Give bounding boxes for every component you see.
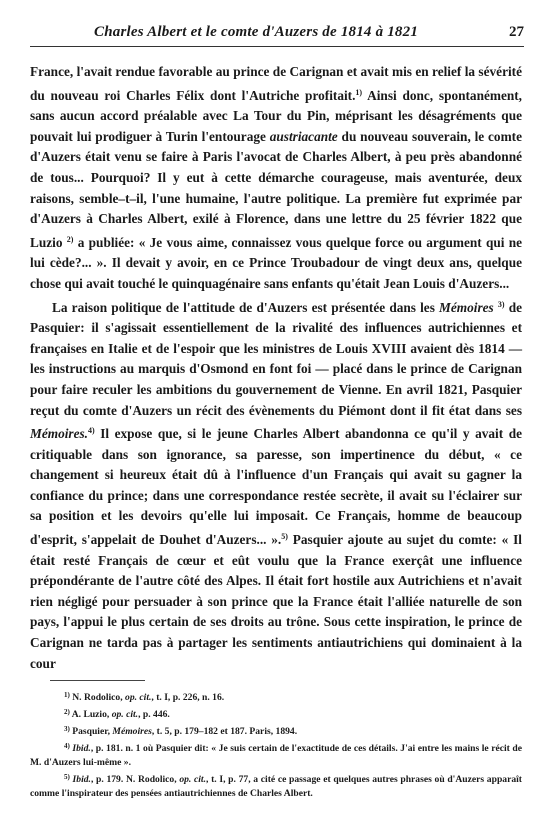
body-text bbox=[30, 62, 522, 674]
text-run: a publiée: « Je vous aime, connaissez vous quelque force ou argument qui ne lui cède?... ». Il devait y avoir, en ce Prince Troubadour de vingt deux ans, quelque chose qui avait touché le quinquagénaire sans enfants qu'était Jean Louis d'Auzers... bbox=[30, 234, 522, 291]
text-run: La raison politique de l'attitude de d'Auzers est présentée dans les bbox=[52, 299, 440, 315]
footnote-text: , p. 446. bbox=[138, 709, 170, 720]
page-number: 27 bbox=[509, 24, 524, 40]
footnote-text: A. Luzio, bbox=[71, 709, 112, 720]
footnote-1 bbox=[30, 688, 522, 705]
footnote-italic: op. cit. bbox=[125, 692, 152, 703]
footnotes bbox=[30, 680, 522, 801]
text-run: France, l'avait rendue favorable au prince de Carignan et avait mis en relief la sévérité du nouveau roi Charles Félix dont l'Autriche profitait. bbox=[30, 64, 522, 103]
footnote-ref-1: 1) bbox=[355, 87, 363, 97]
italic-title: Mémoires. bbox=[30, 426, 88, 442]
text-run: du nouveau souverain, le comte d'Auzers était venu se faire à Paris l'avocat de Charles Albert, à peu près abandonné de tous... Pourquoi? Il y eut à cette démarche courageuse, mais aventurée, deux raisons, semble–t–il, l'une humaine, l'autre politique. La première fut exprimée par d'Auzers à Charles Albert, exilé à Florence, dans une lettre du 25 février 1822 que Luzio bbox=[30, 128, 522, 250]
paragraph-1 bbox=[30, 62, 522, 295]
footnote-divider bbox=[50, 680, 145, 681]
footnote-number: 4) bbox=[64, 742, 70, 750]
footnote-italic: op. cit. bbox=[179, 774, 206, 785]
footnote-number: 1) bbox=[64, 691, 70, 699]
footnote-italic: Ibid. bbox=[72, 743, 91, 754]
footnote-ref-5: 5) bbox=[281, 532, 288, 542]
footnote-number: 2) bbox=[64, 708, 70, 716]
running-title: Charles Albert et le comte d'Auzers de 1814 à 1821 bbox=[94, 24, 419, 40]
text-run: Il expose que, si le jeune Charles Albert abandonna ce qu'il y avait de critiquable dans son ignorance, sa paresse, son impertinence du début, « ce changement si heureux était dû à l'influence d'un Français qui avait su gagner la confiance du prince; dans une correspondance restée secrète, il avait su l'éclairer sur sa position et les devoirs qu'elle lui imposait. Ce Français, homme de beaucoup d'esprit, s'appelait de Douhet d'Auzers... ». bbox=[30, 426, 522, 548]
footnote-text: , p. 181. n. 1 où Pasquier dit: « Je suis certain de l'exactitude de ces détails. J'ai entre les mains le récit de M. d'Auzers lui-même ». bbox=[30, 743, 522, 768]
footnote-number: 5) bbox=[64, 773, 70, 781]
running-header bbox=[30, 24, 524, 47]
text-run: Pasquier ajoute au sujet du comte: « Il était resté Français de cœur et eût voulu que la France exerçât une influence prépondérante de l'autre côté des Alpes. Il était fort hostile aux Autrichiens et n'avait rien négligé pour persuader à son prince que la France était l'alliée naturelle de son pays, l'appui le plus certain de ses droits au trône. Sous cette inspiration, le prince de Carignan ne tarda pas à partager les sentiments antiautrichiens qui dominaient à la cour bbox=[30, 532, 522, 671]
footnote-text: , t. I, p. 226, n. 16. bbox=[151, 692, 225, 703]
italic-term: austriacante bbox=[269, 128, 338, 144]
text-run: Ainsi donc, spontanément, sans aucun accord préalable avec La Tour du Pin, méprisant les désagréments que pouvait lui prodiguer à Turin l'entourage bbox=[30, 87, 523, 144]
footnote-2 bbox=[30, 705, 522, 722]
footnote-text: Pasquier, bbox=[72, 726, 113, 737]
footnote-italic: Ibid. bbox=[72, 774, 91, 785]
footnote-number: 3) bbox=[64, 725, 70, 733]
footnote-italic: Mémoires bbox=[112, 726, 152, 737]
footnote-text: , p. 179. N. Rodolico, bbox=[90, 774, 180, 785]
footnote-ref-3: 3) bbox=[497, 299, 505, 309]
footnote-3 bbox=[30, 722, 522, 739]
footnote-italic: op. cit. bbox=[111, 709, 139, 720]
footnote-5 bbox=[30, 770, 522, 801]
text-run: de Pasquier: il s'agissait essentiellement de la rivalité des influences autrichiennes et françaises en Italie et de l'espoir que les ministres de Louis XVIII avaient dès 1814 — les instructions au marquis d'Osmond en font foi — placé dans le prince de Carignan pour faire reculer les ambitions du gouvernement de Vienne. En avril 1821, Pasquier reçut du comte d'Auzers un récit des évènements du Piémont dont il fit état dans ses bbox=[30, 299, 523, 418]
footnote-ref-2: 2) bbox=[66, 234, 74, 244]
paragraph-2 bbox=[30, 295, 522, 675]
italic-title: Mémoires bbox=[439, 299, 494, 315]
footnote-text: , t. I, p. 77, a cité ce passage et quelques autres phrases où d'Auzers apparaît comme l'inspirateur des pensées antiautrichiennes de Charles Albert. bbox=[30, 774, 522, 799]
footnote-text: N. Rodolico, bbox=[72, 692, 126, 703]
footnote-ref-4: 4) bbox=[88, 426, 95, 436]
footnote-text: , t. 5, p. 179–182 et 187. Paris, 1894. bbox=[151, 726, 298, 737]
footnote-4 bbox=[30, 739, 522, 770]
